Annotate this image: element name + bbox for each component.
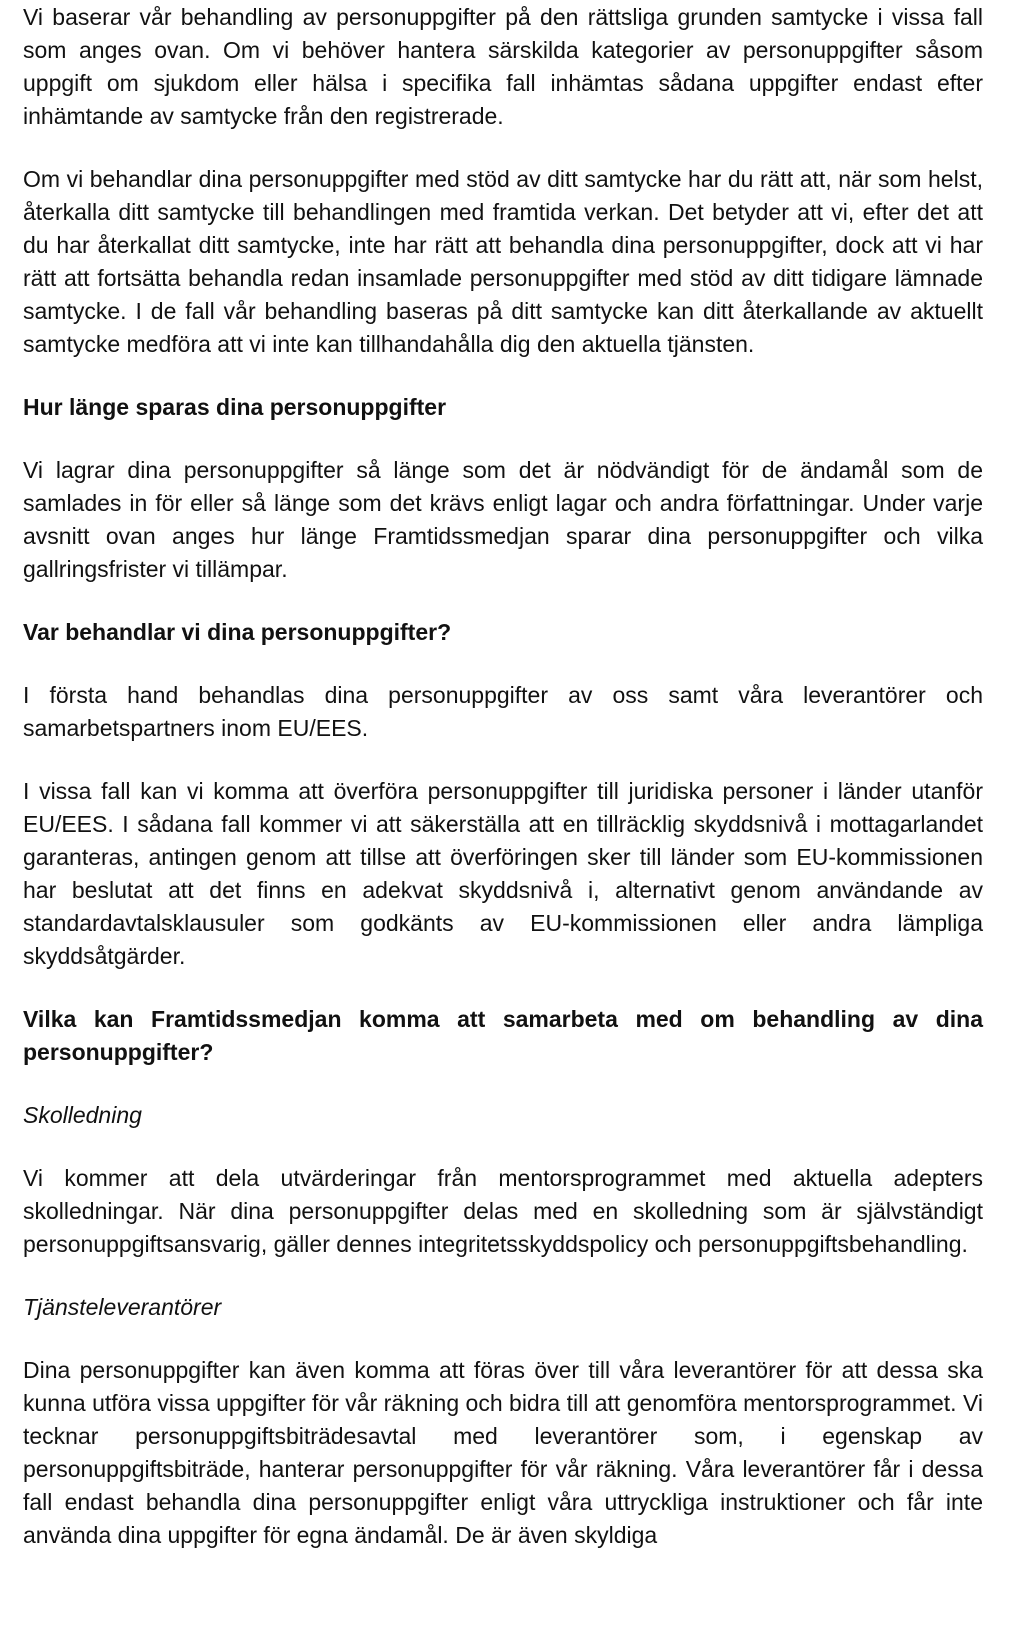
eu-processing-paragraph: I första hand behandlas dina personuppgifter av oss samt våra leverantörer och samarbetspartners inom EU/EES. [23,682,983,741]
service-providers-subheading: Tjänsteleverantörer [23,1294,222,1320]
processing-location-heading: Var behandlar vi dina personuppgifter? [23,619,452,645]
retention-heading: Hur länge sparas dina personuppgifter [23,394,447,420]
school-management-paragraph: Vi kommer att dela utvärderingar från mentorsprogrammet med aktuella adepters skolledningar. När dina personuppgifter delas med en skolledning som är självständigt personuppgiftsansvarig, gäller dennes integritetsskyddspolicy och personuppgiftsbehandling. [23,1165,983,1257]
policy-document [23,0,983,1552]
retention-paragraph: Vi lagrar dina personuppgifter så länge som det är nödvändigt för de ändamål som de samlades in för eller så länge som det krävs enligt lagar och andra författningar. Under varje avsnitt ovan anges hur länge Framtidssmedjan sparar dina personuppgifter och vilka gallringsfrister vi tillämpar. [23,457,983,582]
third-country-transfer-paragraph: I vissa fall kan vi komma att överföra personuppgifter till juridiska personer i länder utanför EU/EES. I sådana fall kommer vi att säkerställa att en tillräcklig skyddsnivå i mottagarlandet garanteras, antingen genom att tillse att överföringen sker till länder som EU-kommissionen har beslutat att det finns en adekvat skyddsnivå i, alternativt genom användande av standardavtalsklausuler som godkänts av EU-kommissionen eller andra lämpliga skyddsåtgärder. [23,778,983,969]
school-management-subheading: Skolledning [23,1102,142,1128]
consent-withdrawal-paragraph: Om vi behandlar dina personuppgifter med stöd av ditt samtycke har du rätt att, när som helst, återkalla ditt samtycke till behandlingen med framtida verkan. Det betyder att vi, efter det att du har återkallat ditt samtycke, inte har rätt att behandla dina personuppgifter, dock att vi har rätt att fortsätta behandla redan insamlade personuppgifter med stöd av ditt tidigare lämnade samtycke. I de fall vår behandling baseras på ditt samtycke kan ditt återkallande av aktuellt samtycke medföra att vi inte kan tillhandahålla dig den aktuella tjänsten. [23,166,983,357]
partners-heading: Vilka kan Framtidssmedjan komma att samarbeta med om behandling av dina personuppgifter? [23,1006,983,1065]
service-providers-paragraph: Dina personuppgifter kan även komma att föras över till våra leverantörer för att dessa ska kunna utföra vissa uppgifter för vår räkning och bidra till att genomföra mentorsprogrammet. Vi tecknar personuppgiftsbiträdesavtal med leverantörer som, i egenskap av personuppgiftsbiträde, hanterar personuppgifter för vår räkning. Våra leverantörer får i dessa fall endast behandla dina personuppgifter enligt våra uttryckliga instruktioner och får inte använda dina uppgifter för egna ändamål. De är även skyldiga [23,1357,983,1548]
consent-basis-paragraph: Vi baserar vår behandling av personuppgifter på den rättsliga grunden samtycke i vissa fall som anges ovan. Om vi behöver hantera särskilda kategorier av personuppgifter såsom uppgift om sjukdom eller hälsa i specifika fall inhämtas sådana uppgifter endast efter inhämtande av samtycke från den registrerade. [23,4,983,129]
